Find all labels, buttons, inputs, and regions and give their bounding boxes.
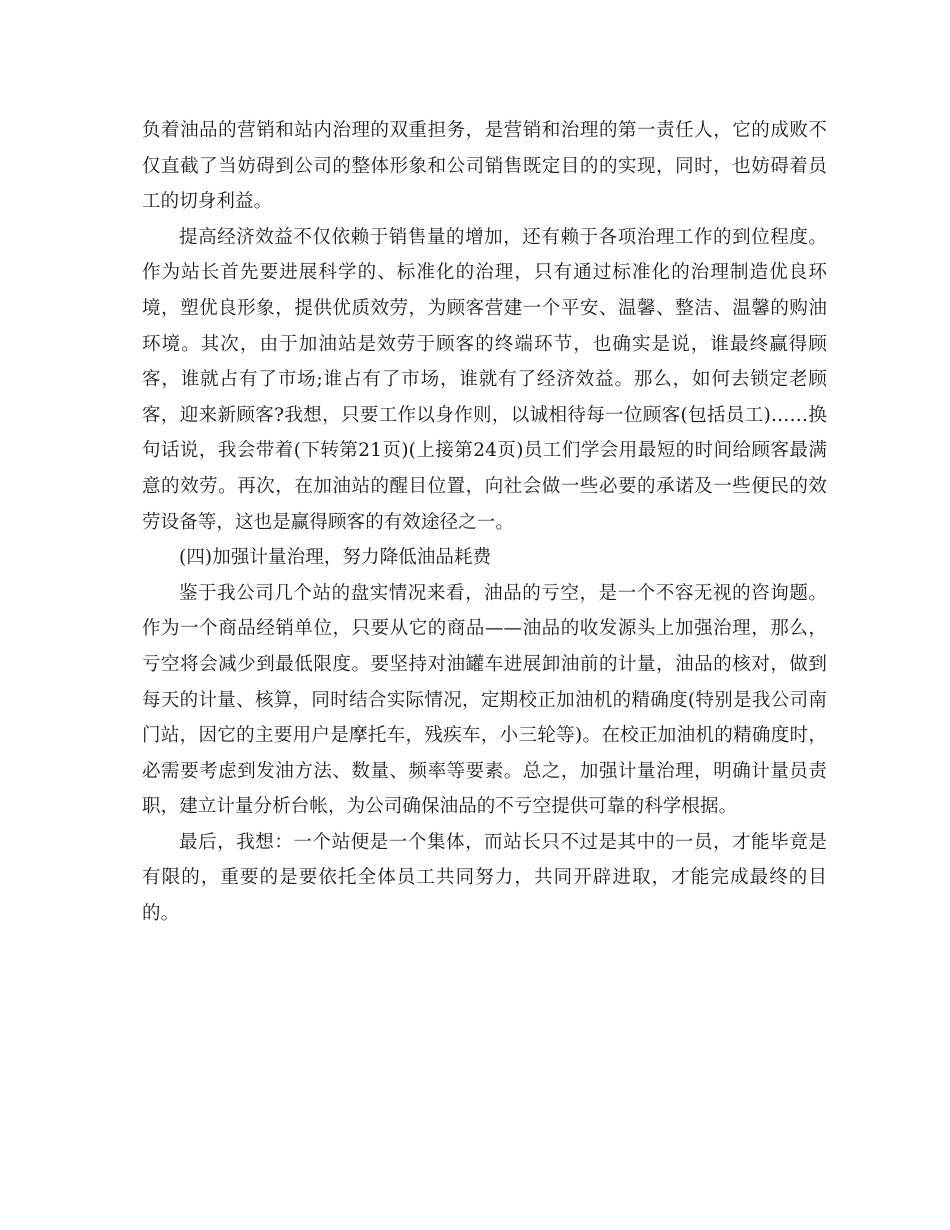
paragraph-4: 最后，我想：一个站便是一个集体，而站长只不过是其中的一员，才能毕竟是有限的，重要的是要依托全体员工共同努力，共同开辟进取，才能完成最终的目的。 — [142, 831, 827, 925]
section-heading: (四)加强计量治理，努力降低油品耗费 — [179, 547, 492, 569]
document-body — [142, 113, 827, 932]
paragraph-3: 鉴于我公司几个站的盘实情况来看，油品的亏空，是一个不容无视的咨询题。作为一个商品经销单位，只要从它的商品——油品的收发源头上加强治理，那么，亏空将会减少到最低限度。要坚持对油罐车进展卸油前的计量，油品的核对，做到每天的计量、核算，同时结合实际情况，定期校正加油机的精确度(特别是我公司南门站，因它的主要用户是摩托车，残疾车，小三轮等)。在校正加油机的精确度时，必需要考虑到发油方法、数量、频率等要素。总之，加强计量治理，明确计量员责职，建立计量分析台帐，为公司确保油品的不亏空提供可靠的科学根据。 — [142, 582, 827, 818]
paragraph-1: 负着油品的营销和站内治理的双重担务，是营销和治理的第一责任人，它的成败不仅直截了当妨碍到公司的整体形象和公司销售既定目的的实现，同时，也妨碍着员工的切身利益。 — [142, 120, 827, 213]
paragraph-2: 提高经济效益不仅依赖于销售量的增加，还有赖于各项治理工作的到位程度。作为站长首先要进展科学的、标准化的治理，只有通过标准化的治理制造优良环境，塑优良形象，提供优质效劳，为顾客营建一个平安、温馨、整洁、温馨的购油环境。其次，由于加油站是效劳于顾客的终端环节，也确实是说，谁最终赢得顾客，谁就占有了市场;谁占有了市场，谁就有了经济效益。那么，如何去锁定老顾客，迎来新顾客?我想，只要工作以身作则，以诚相待每一位顾客(包括员工)……换句话说，我会带着(下转第21页)(上接第24页)员工们学会用最短的时间给顾客最满意的效劳。再次，在加油站的醒目位置，向社会做一些必要的承诺及一些便民的效劳设备等，这也是赢得顾客的有效途径之一。 — [142, 226, 827, 533]
